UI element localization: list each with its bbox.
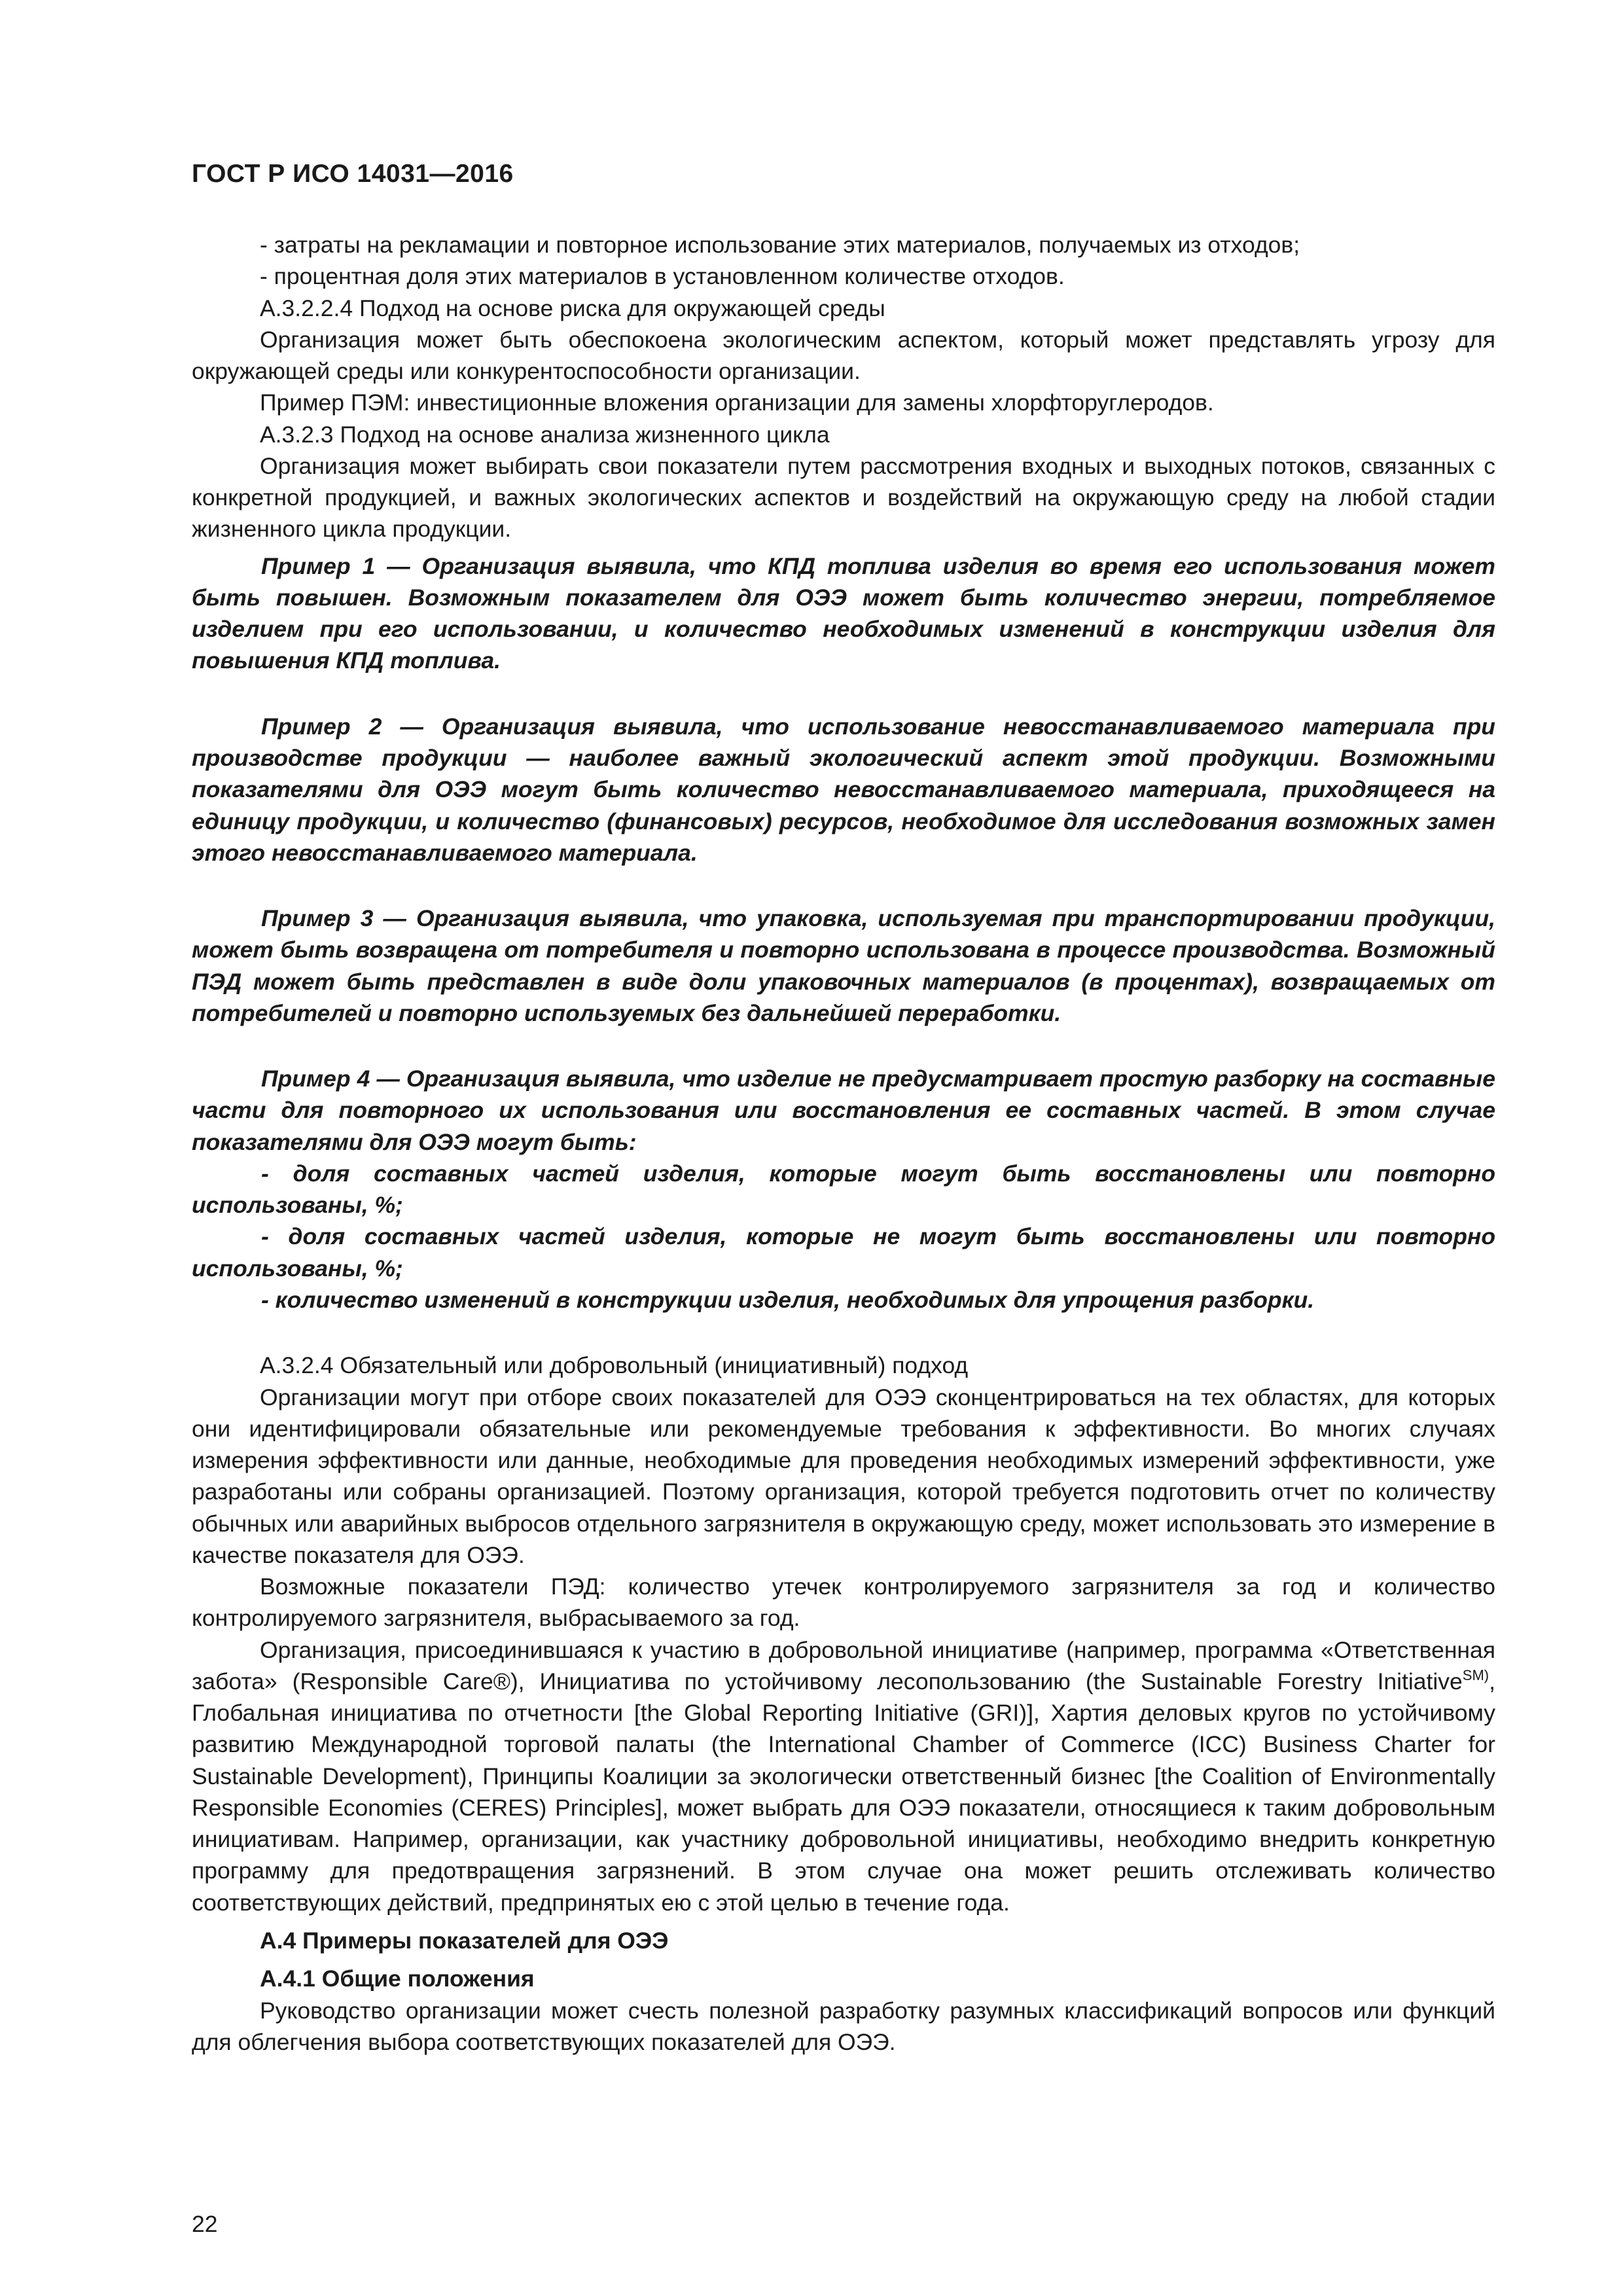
paragraph: Возможные показатели ПЭД: количество утечек контролируемого загрязнителя за год и количество контролируемого загрязнителя, выбрасываемого за год.: [192, 1573, 1495, 1632]
example-list-item: - доля составных частей изделия, которые могут быть восстановлены или повторно использованы, %;: [192, 1160, 1495, 1219]
paragraph: [192, 1634, 1495, 1918]
example-2: Пример 2 — Организация выявила, что использование невосстанавливаемого материала при производстве продукции — наиболее важный экологический аспект этой продукции. Возможными показателями для ОЭЭ могут быть количество невосстанавливаемого материала, приходящееся на единицу продукции, и количество (финансовых) ресурсов, необходимое для исследования возможных замен этого невосстанавливаемого материала.: [192, 713, 1495, 866]
service-mark: SM): [1462, 1666, 1489, 1683]
document-header: ГОСТ Р ИСО 14031—2016: [192, 160, 514, 188]
example-4: Пример 4 — Организация выявила, что изделие не предусматривает простую разборку на составные части для повторного их использования или восстановления ее составных частей. В этом случае показателями для ОЭЭ могут быть:: [192, 1066, 1495, 1155]
clause-heading: А.3.2.2.4 Подход на основе риска для окружающей среды: [260, 295, 885, 321]
subsection-heading: А.4.1 Общие положения: [260, 1965, 535, 1992]
paragraph: Организация может выбирать свои показатели путем рассмотрения входных и выходных потоков, связанных с конкретной продукцией, и важных экологических аспектов и воздействий на окружающую среду на любой стадии жизненного цикла продукции.: [192, 452, 1495, 543]
paragraph: Организация может быть обеспокоена экологическим аспектом, который может представлять угрозу для окружающей среды или конкурентоспособности организации.: [192, 326, 1495, 385]
paragraph-text: Организация, присоединившаяся к участию в добровольной инициативе (например, программа «Ответственная забота» (Responsible Care®), Инициатива по устойчивому лесопользованию (the Sustainable Forestry Initiative: [192, 1636, 1495, 1695]
clause-heading: А.3.2.4 Обязательный или добровольный (инициативный) подход: [260, 1352, 969, 1379]
paragraph: Пример ПЭМ: инвестиционные вложения организации для замены хлорфторуглеродов.: [260, 389, 1214, 416]
clause-heading: А.3.2.3 Подход на основе анализа жизненного цикла: [260, 421, 830, 448]
section-heading: А.4 Примеры показателей для ОЭЭ: [260, 1928, 669, 1954]
example-1: Пример 1 — Организация выявила, что КПД топлива изделия во время его использования может быть повышен. Возможным показателем для ОЭЭ может быть количество энергии, потребляемое изделием при его использовании, и количество необходимых изменений в конструкции изделия для повышения КПД топлива.: [192, 552, 1495, 674]
paragraph: Руководство организации может счесть полезной разработку разумных классификаций вопросов или функций для облегчения выбора соответствующих показателей для ОЭЭ.: [192, 1997, 1495, 2055]
paragraph-text: , Глобальная инициатива по отчетности [the Global Reporting Initiative (GRI)], Хартия деловых кругов по устойчивому развитию Международной торговой палаты (the International Chamber of Commerce (ICC) Business Charter for Sustainable Development), Принципы Коалиции за экологически ответственный бизнес [the Coalition of Environmentally Responsible Economies (CERES) Principles], может выбрать для ОЭЭ показатели, относящиеся к таким добровольным инициативам. Например, организации, как участнику добровольной инициативы, необходимо внедрить конкретную программу для предотвращения загрязнений. В этом случае она может решить отслеживать количество соответствующих действий, предпринятых ею с этой целью в течение года.: [192, 1668, 1495, 1916]
example-3: Пример 3 — Организация выявила, что упаковка, используемая при транспортировании продукции, может быть возвращена от потребителя и повторно использована в процессе производства. Возможный ПЭД может быть представлен в виде доли упаковочных материалов (в процентах), возвращаемых от потребителей и повторно используемых без дальнейшей переработки.: [192, 905, 1495, 1026]
document-body: [192, 229, 1495, 2058]
page-number: 22: [192, 2211, 218, 2237]
paragraph: Организации могут при отборе своих показателей для ОЭЭ сконцентрироваться на тех областях, для которых они идентифицировали обязательные или рекомендуемые требования к эффективности. Во многих случаях измерения эффективности или данные, необходимые для проведения необходимых измерений эффективности, уже разработаны или собраны организацией. Поэтому организация, которой требуется подготовить отчет по количеству обычных или аварийных выбросов отдельного загрязнителя в окружающую среду, может использовать это измерение в качестве показателя для ОЭЭ.: [192, 1384, 1495, 1568]
list-item: - затраты на рекламации и повторное использование этих материалов, получаемых из отходов;: [260, 232, 1300, 258]
example-list-item: - количество изменений в конструкции изделия, необходимых для упрощения разборки.: [261, 1286, 1315, 1313]
example-list-item: - доля составных частей изделия, которые не могут быть восстановлены или повторно использованы, %;: [192, 1223, 1495, 1282]
list-item: - процентная доля этих материалов в установленном количестве отходов.: [260, 263, 1065, 290]
